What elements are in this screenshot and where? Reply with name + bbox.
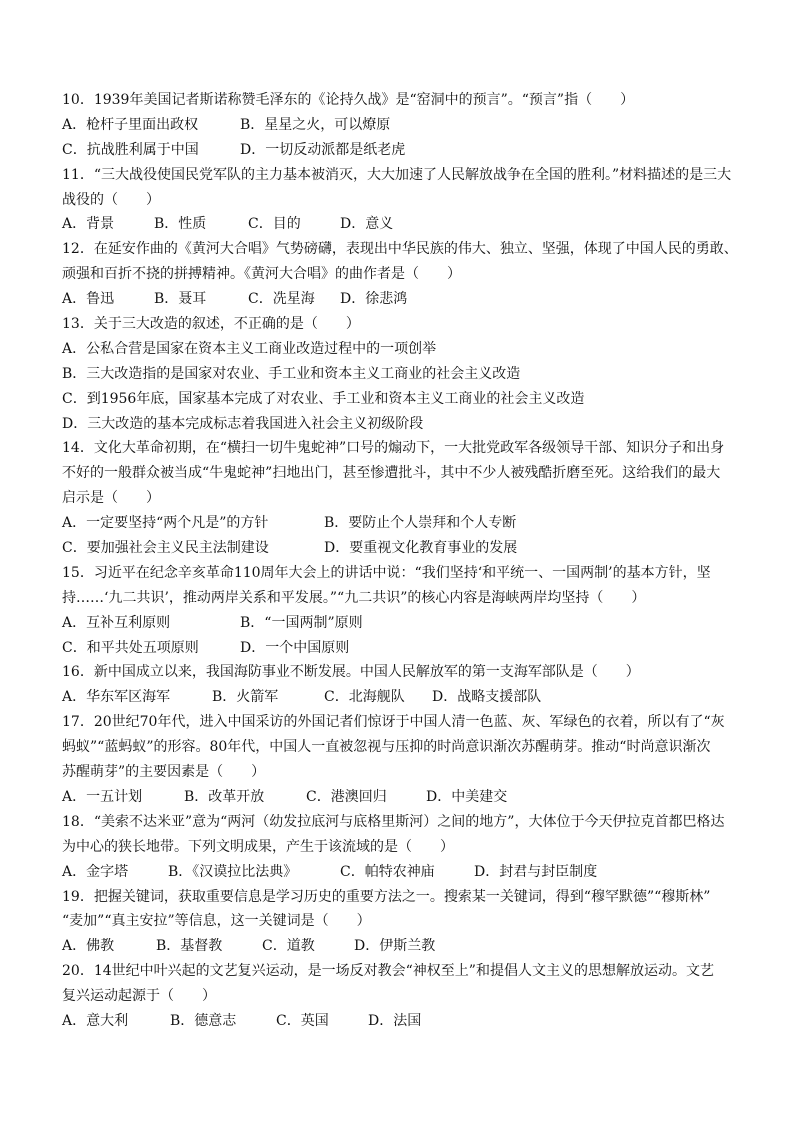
option-C: C．要加强社会主义民主法制建设 [62, 540, 269, 557]
option-D: D．要重视文化教育事业的发展 [324, 540, 518, 557]
question-20 [62, 959, 742, 1034]
option-D: D．徐悲鸿 [340, 291, 408, 308]
question-16 [62, 660, 742, 710]
option-A: A．背景 [62, 216, 115, 233]
option-A: A．一定要坚持“两个凡是”的方针 [62, 515, 269, 532]
option-B: B．改革开放 [184, 788, 265, 805]
question-13 [62, 312, 742, 436]
options-row [62, 685, 742, 710]
option-B: B．聂耳 [154, 291, 207, 308]
option-C: C．目的 [248, 216, 301, 233]
options-row [62, 138, 742, 163]
question-list [62, 88, 742, 1034]
options-row [62, 287, 742, 312]
question-18 [62, 810, 742, 885]
question-stem-line: 持……‘九二共识’，推动两岸关系和平发展。”“九二共识”的核心内容是海峡两岸均坚持（ ） [62, 589, 646, 606]
option-D: D．法国 [368, 1012, 422, 1029]
question-stem-line: 19．把握关键词，获取重要信息是学习历史的重要方法之一。搜索某一关键词，得到“穆罕默德”“穆斯林” [62, 888, 711, 905]
question-stem-line: 顽强和百折不挠的拼搏精神。《黄河大合唱》的曲作者是（ ） [62, 266, 461, 283]
question-stem-line: 启示是（ ） [62, 490, 160, 507]
option-C: C．抗战胜利属于中国 [62, 141, 199, 158]
option-B: B．基督教 [156, 938, 223, 955]
question-stem-line: 16．新中国成立以来，我国海防事业不断发展。中国人民解放军的第一支海军部队是（ ） [62, 664, 640, 681]
option-B: B．火箭军 [212, 689, 279, 706]
option-A: A．鲁迅 [62, 291, 115, 308]
option-B: B．要防止个人崇拜和个人专断 [324, 515, 517, 532]
question-stem-line: 14．文化大革命初期，在“横扫一切牛鬼蛇神”口号的煽动下，一大批党政军各级领导干部、知识分子和出身 [62, 440, 725, 457]
option-C: C．冼星海 [248, 291, 315, 308]
option-A: A．佛教 [62, 938, 115, 955]
question-stem-line: 13．关于三大改造的叙述，不正确的是（ ） [62, 316, 360, 333]
options-row [62, 860, 742, 885]
option-B: B．“一国两制”原则 [240, 614, 363, 631]
options-row [62, 387, 742, 412]
option-D: D．意义 [340, 216, 394, 233]
question-14 [62, 436, 742, 560]
options-row [62, 611, 742, 636]
options-row [62, 113, 742, 138]
option-B: B．三大改造指的是国家对农业、手工业和资本主义工商业的社会主义改造 [62, 365, 521, 382]
question-12 [62, 237, 742, 312]
question-10 [62, 88, 742, 163]
question-stem-line: 10．1939年美国记者斯诺称赞毛泽东的《论持久战》是“窑洞中的预言”。“预言”指（ ） [62, 92, 635, 108]
option-B: B．德意志 [170, 1012, 237, 1029]
options-row [62, 337, 742, 362]
option-D: D．一个中国原则 [240, 639, 350, 656]
option-C: C．帕特农神庙 [340, 863, 435, 880]
option-C: C．道教 [262, 938, 315, 955]
option-A: A．公私合营是国家在资本主义工商业改造过程中的一项创举 [62, 340, 437, 357]
option-D: D．一切反动派都是纸老虎 [240, 141, 406, 158]
option-C: C．北海舰队 [324, 689, 405, 706]
option-B: B．性质 [154, 216, 207, 233]
question-stem-line: “麦加”“真主安拉”等信息，这一关键词是（ ） [62, 913, 371, 930]
option-D: D．伊斯兰教 [354, 938, 436, 955]
options-row [62, 1009, 742, 1034]
question-15 [62, 561, 742, 661]
options-row [62, 536, 742, 561]
option-C: C．英国 [276, 1012, 329, 1029]
option-A: A．金字塔 [62, 863, 129, 880]
question-stem-line: 蚂蚁”“蓝蚂蚁”的形容。80年代，中国人一直被忽视与压抑的时尚意识渐次苏醒萌芽。推动“时尚意识渐次 [62, 739, 711, 756]
question-17 [62, 710, 742, 810]
option-A: A．互补互利原则 [62, 614, 171, 631]
question-stem-line: 为中心的狭长地带。下列文明成果，产生于该流域的是（ ） [62, 838, 454, 855]
options-row [62, 511, 742, 536]
option-A: A．一五计划 [62, 788, 143, 805]
question-stem-line: 15．习近平在纪念辛亥革命110周年大会上的讲话中说：“我们坚持‘和平统一、一国两制’的基本方针，坚 [62, 564, 711, 581]
options-row [62, 362, 742, 387]
option-A: A．意大利 [62, 1012, 129, 1029]
option-D: D．封君与封臣制度 [474, 863, 598, 880]
option-A: A．华东军区海军 [62, 689, 171, 706]
option-D: D．战略支援部队 [432, 689, 542, 706]
option-C: C．和平共处五项原则 [62, 639, 199, 656]
option-A: A．枪杆子里面出政权 [62, 116, 199, 133]
options-row [62, 412, 742, 437]
question-11 [62, 163, 742, 238]
option-C: C．到1956年底，国家基本完成了对农业、手工业和资本主义工商业的社会主义改造 [62, 390, 585, 407]
question-stem-line: 战役的（ ） [62, 191, 160, 208]
option-D: D．三大改造的基本完成标志着我国进入社会主义初级阶段 [62, 415, 424, 432]
option-D: D．中美建交 [426, 788, 508, 805]
question-stem-line: 苏醒萌芽”的主要因素是（ ） [62, 764, 266, 781]
option-C: C．港澳回归 [306, 788, 387, 805]
options-row [62, 212, 742, 237]
options-row [62, 636, 742, 661]
options-row [62, 934, 742, 959]
question-stem-line: 12．在延安作曲的《黄河大合唱》气势磅礴，表现出中华民族的伟大、独立、坚强，体现了中国人民的勇敢、 [62, 241, 738, 258]
options-row [62, 785, 742, 810]
question-19 [62, 885, 742, 960]
option-B: B．星星之火，可以燎原 [240, 116, 391, 133]
question-stem-line: 18．“美索不达米亚”意为“两河（幼发拉底河与底格里斯河）之间的地方”，大体位于今天伊拉克首都巴格达 [62, 813, 725, 830]
question-stem-line: 11．“三大战役使国民党军队的主力基本被消灭，大大加速了人民解放战争在全国的胜利。”材料描述的是三大 [62, 166, 732, 183]
question-stem-line: 20．14世纪中叶兴起的文艺复兴运动，是一场反对教会“神权至上”和提倡人文主义的思想解放运动。文艺 [62, 963, 714, 980]
question-stem-line: 17．20世纪70年代，进入中国采访的外国记者们惊讶于中国人清一色蓝、灰、军绿色的衣着，所以有了“灰 [62, 714, 725, 731]
question-stem-line: 不好的一般群众被当成“牛鬼蛇神”扫地出门，甚至惨遭批斗，其中不少人被残酷折磨至死。这给我们的最大 [62, 465, 721, 482]
option-B: B．《汉谟拉比法典》 [168, 863, 298, 880]
question-stem-line: 复兴运动起源于（ ） [62, 988, 216, 1005]
